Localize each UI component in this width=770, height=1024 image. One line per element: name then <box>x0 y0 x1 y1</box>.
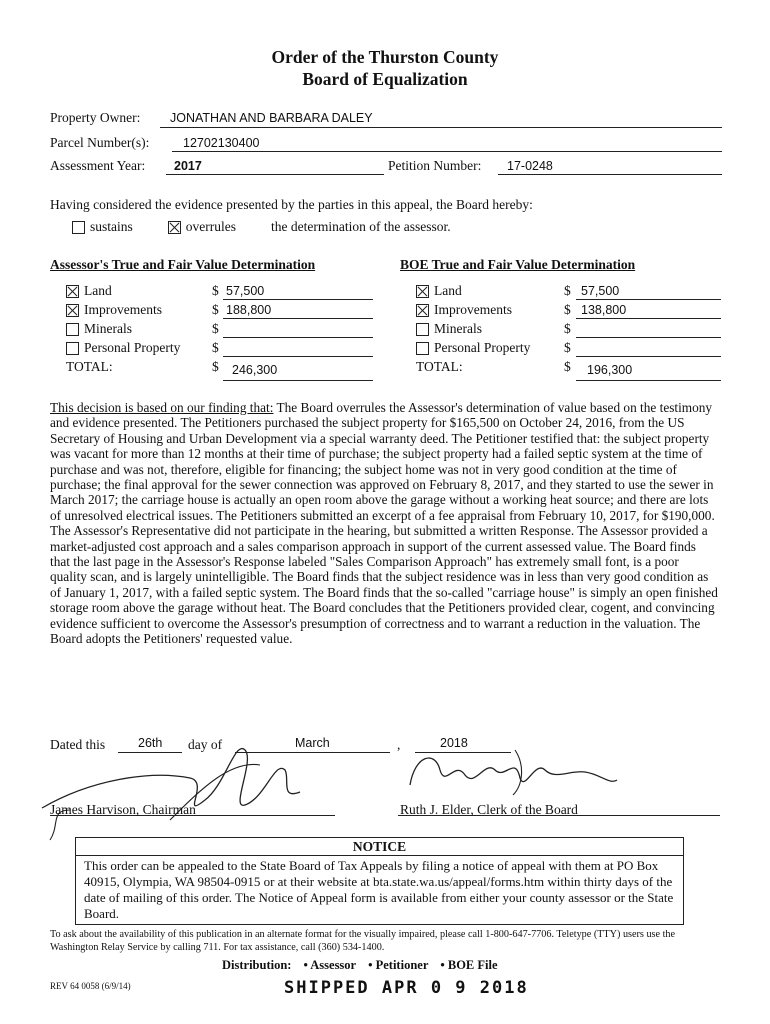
currency: $ <box>564 283 571 298</box>
boe-personal-checkbox[interactable] <box>416 342 429 355</box>
sustains-label: sustains <box>90 219 133 234</box>
currency: $ <box>564 321 571 336</box>
boe-row-land <box>416 283 462 299</box>
distribution-line <box>222 958 498 973</box>
boe-land-checkbox[interactable] <box>416 285 429 298</box>
parcel-value: 12702130400 <box>183 136 260 150</box>
dated-day: 26th <box>138 736 163 750</box>
underline <box>576 337 721 338</box>
currency: $ <box>564 340 571 355</box>
distribution-label: Distribution: <box>222 958 292 972</box>
boe-minerals-label: Minerals <box>434 321 482 336</box>
finding-lead: This decision is based on our finding that: <box>50 400 274 415</box>
distribution-boe: • BOE File <box>440 958 498 972</box>
year-underline <box>166 174 384 175</box>
chair-signature <box>30 730 330 850</box>
boe-row-improvements <box>416 302 512 318</box>
boe-row-personal <box>416 340 530 356</box>
shipped-stamp: SHIPPED APR 0 9 2018 <box>284 978 529 998</box>
overrules-label: overrules <box>185 219 236 234</box>
owner-underline <box>160 127 722 128</box>
parcel-underline <box>172 151 722 152</box>
distribution-assessor: • Assessor <box>303 958 357 972</box>
boe-personal-label: Personal Property <box>434 340 531 355</box>
assessor-row-land <box>66 283 112 299</box>
assessor-personal-checkbox[interactable] <box>66 342 79 355</box>
underline <box>223 380 373 381</box>
currency: $ <box>564 302 571 317</box>
assessor-row-improvements <box>66 302 162 318</box>
clerk-signature <box>395 740 625 800</box>
finding-text: The Board overrules the Assessor's determination of value based on the testimony and evidence presented. The Petitioners purchased the subject property for $165,500 on October 24, 2016, from the US Secretary of Housing and Urban Development via a special warranty deed. The Petitioner testified that: the subject property was vacant for more than 12 months at their time of purchase; the subject property had a failed septic system at the time of purchase and was not, therefore, eligible for financing; the subject home was not in very good condition at the time of purchase; the final approval for the sewer connection was approved on February 8, 2017, and they started to use the sewer in March 2017; the carriage house is actually an open room above the garage without a working heat source; and there are lots of unresolved electrical issues. The Petitioners submitted an excerpt of a fee appraisal from February 10, 2017, for $190,000. The Assessor's Representative did not participate in the hearing, but submitted a written Response. The Assessor provided a market-adjusted cost approach and a sales comparison approach in support of the current assessed value. The Board finds that the last page in the Assessor's Response labeled "Sales Comparison Approach" has extremely small font, is a poor quality scan, and is largely unintelligible. The Board finds that the subject residence was in less than very good condition as of January 1, 2017, with a failed septic system. The Board finds that the so-called "carriage house" is simply an open finished storage room above the garage without heat. The Board concludes that the Petitioners provided clear, cogent, and convincing evidence sufficient to overcome the Assessor's presumption of correctness and to warrant a reduction in the valuation. The Board adopts the Petitioners' requested value. <box>50 400 718 647</box>
underline <box>576 356 721 357</box>
dated-prefix: Dated this <box>50 737 106 752</box>
dated-month: March <box>295 736 330 750</box>
assessor-minerals-label: Minerals <box>84 321 132 336</box>
boe-total-label: TOTAL: <box>416 359 463 374</box>
boe-improvements-checkbox[interactable] <box>416 304 429 317</box>
sustains-checkbox[interactable] <box>72 221 85 234</box>
assessor-personal-label: Personal Property <box>84 340 181 355</box>
boe-minerals-checkbox[interactable] <box>416 323 429 336</box>
underline <box>576 299 721 300</box>
overrules-checkbox[interactable] <box>168 221 181 234</box>
finding-paragraph <box>50 400 718 647</box>
currency: $ <box>564 359 571 374</box>
parcel-label: Parcel Number(s): <box>50 135 150 150</box>
notice-title: NOTICE <box>352 839 407 854</box>
distribution-petitioner: • Petitioner <box>368 958 429 972</box>
dated-comma: , <box>397 737 401 752</box>
document-subtitle: Board of Equalization <box>302 69 468 89</box>
assessor-heading: Assessor's True and Fair Value Determination <box>50 257 316 272</box>
decision-options <box>72 219 451 235</box>
assessor-land-value: 57,500 <box>226 284 265 298</box>
boe-improvements-value: 138,800 <box>581 303 627 317</box>
assessor-land-checkbox[interactable] <box>66 285 79 298</box>
assessor-total-value: 246,300 <box>232 363 278 377</box>
clerk-name: Ruth J. Elder, Clerk of the Board <box>400 802 578 817</box>
underline <box>223 356 373 357</box>
boe-improvements-label: Improvements <box>434 302 512 317</box>
decision-intro: Having considered the evidence presented by the parties in this appeal, the Board hereby: <box>50 197 533 212</box>
assessor-row-personal <box>66 340 180 356</box>
notice-text: This order can be appealed to the State Board of Tax Appeals by filing a notice of appeal with them at PO Box 40915, Olympia, WA 98504-0915 or at their website at bta.state.wa.us/appeal/forms.htm within thirty days of the date of mailing of this order. The Notice of Appeal form is available from either your county assessor or the State Board. <box>84 858 674 921</box>
underline <box>223 299 373 300</box>
boe-heading: BOE True and Fair Value Determination <box>400 257 636 272</box>
dated-year: 2018 <box>440 736 468 750</box>
owner-label: Property Owner: <box>50 110 141 125</box>
form-id: REV 64 0058 (6/9/14) <box>50 981 131 991</box>
document-title: Order of the Thurston County <box>271 47 499 67</box>
boe-total-value: 196,300 <box>587 363 633 377</box>
year-value: 2017 <box>174 159 202 173</box>
boe-row-minerals <box>416 321 482 337</box>
assessor-total-label: TOTAL: <box>66 359 113 374</box>
underline <box>576 380 721 381</box>
currency: $ <box>212 302 219 317</box>
currency: $ <box>212 283 219 298</box>
chair-name: James Harvison, Chairman <box>50 802 196 817</box>
currency: $ <box>212 321 219 336</box>
petition-label: Petition Number: <box>388 158 482 173</box>
assessor-improvements-label: Improvements <box>84 302 162 317</box>
boe-land-label: Land <box>434 283 462 298</box>
boe-land-value: 57,500 <box>581 284 620 298</box>
underline <box>576 318 721 319</box>
assessor-row-minerals <box>66 321 132 337</box>
currency: $ <box>212 359 219 374</box>
petition-underline <box>498 174 722 175</box>
day-of-label: day of <box>188 737 223 752</box>
assessor-land-label: Land <box>84 283 112 298</box>
currency: $ <box>212 340 219 355</box>
underline <box>223 318 373 319</box>
accessibility-note: To ask about the availability of this publication in an alternate format for the visually impaired, please call 1-800-647-7706. Teletype (TTY) users use the Washington Relay Service by calling 711. For tax assistance, call (360) 534-1400. <box>50 929 676 953</box>
assessor-minerals-checkbox[interactable] <box>66 323 79 336</box>
owner-value: JONATHAN AND BARBARA DALEY <box>170 111 373 125</box>
assessor-improvements-checkbox[interactable] <box>66 304 79 317</box>
underline <box>223 337 373 338</box>
notice-divider <box>76 855 683 856</box>
decision-suffix: the determination of the assessor. <box>271 219 451 234</box>
year-label: Assessment Year: <box>50 158 146 173</box>
petition-value: 17-0248 <box>507 159 553 173</box>
notice-box <box>75 837 684 925</box>
assessor-improvements-value: 188,800 <box>226 303 272 317</box>
